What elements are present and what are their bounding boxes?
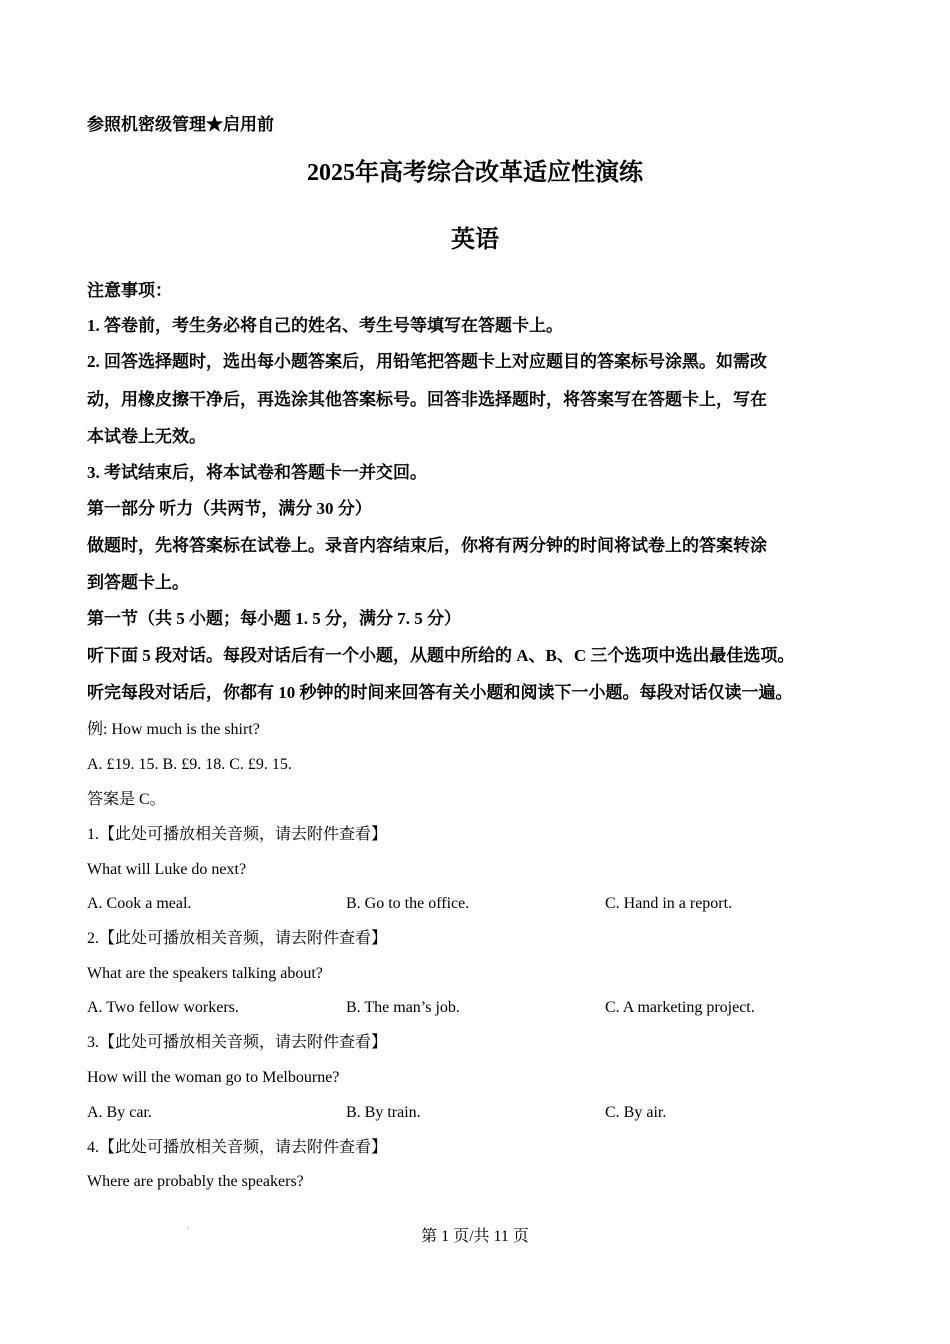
question-3-option-b: B. By train. [346,1104,421,1121]
notice-item-3: 3. 考试结束后，将本试卷和答题卡一并交回。 [87,463,427,482]
question-2-stem: What are the speakers talking about? [87,965,323,982]
subject-title: 英语 [451,227,499,253]
part1-instruction-line-2: 到答题卡上。 [87,573,189,592]
section1-instruction-line-1: 听下面 5 段对话。每段对话后有一个小题，从题中所给的 A、B、C 三个选项中选出最佳选项。 [87,646,795,665]
confidentiality-label: 参照机密级管理★启用前 [87,115,274,134]
question-1-audio[interactable]: 1.【此处可播放相关音频，请去附件查看】 [87,826,388,843]
notice-item-2-line-2: 动，用橡皮擦干净后，再选涂其他答案标号。回答非选择题时，将答案写在答题卡上，写在 [87,390,767,409]
example-question: 例: How much is the shirt? [87,721,260,738]
example-options: A. £19. 15. B. £9. 18. C. £9. 15. [87,756,292,773]
question-1-option-b: B. Go to the office. [346,895,470,912]
question-2-option-a: A. Two fellow workers. [87,999,239,1016]
question-2-option-b: B. The man’s job. [346,999,460,1016]
part1-heading: 第一部分 听力（共两节，满分 30 分） [87,499,372,518]
question-2-audio[interactable]: 2.【此处可播放相关音频，请去附件查看】 [87,930,388,947]
notice-item-2-line-1: 2. 回答选择题时，选出每小题答案后，用铅笔把答题卡上对应题目的答案标号涂黑。如需改 [87,352,767,371]
section1-instruction-line-2: 听完每段对话后，你都有 10 秒钟的时间来回答有关小题和阅读下一小题。每段对话仅读一遍。 [87,683,793,702]
question-3-audio[interactable]: 3.【此处可播放相关音频，请去附件查看】 [87,1034,388,1051]
question-3-option-a: A. By car. [87,1104,152,1121]
notice-item-2-line-3: 本试卷上无效。 [87,427,206,446]
question-1-option-a: A. Cook a meal. [87,895,192,912]
question-1-stem: What will Luke do next? [87,861,247,878]
question-2-option-c: C. A marketing project. [605,999,755,1016]
question-1-option-c: C. Hand in a report. [605,895,733,912]
exam-title: 2025年高考综合改革适应性演练 [307,160,643,186]
page-footer: 第 1 页/共 11 页 [421,1228,529,1245]
question-3-option-c: C. By air. [605,1104,667,1121]
notice-item-1: 1. 答卷前，考生务必将自己的姓名、考生号等填写在答题卡上。 [87,316,563,335]
question-4-audio[interactable]: 4.【此处可播放相关音频，请去附件查看】 [87,1139,388,1156]
example-answer: 答案是 C。 [87,791,166,808]
section1-heading: 第一节（共 5 小题；每小题 1. 5 分，满分 7. 5 分） [87,609,461,628]
part1-instruction-line-1: 做题时，先将答案标在试卷上。录音内容结束后，你将有两分钟的时间将试卷上的答案转涂 [87,536,767,555]
question-4-stem: Where are probably the speakers? [87,1173,304,1190]
question-3-stem: How will the woman go to Melbourne? [87,1069,340,1086]
notice-heading: 注意事项： [87,281,172,300]
